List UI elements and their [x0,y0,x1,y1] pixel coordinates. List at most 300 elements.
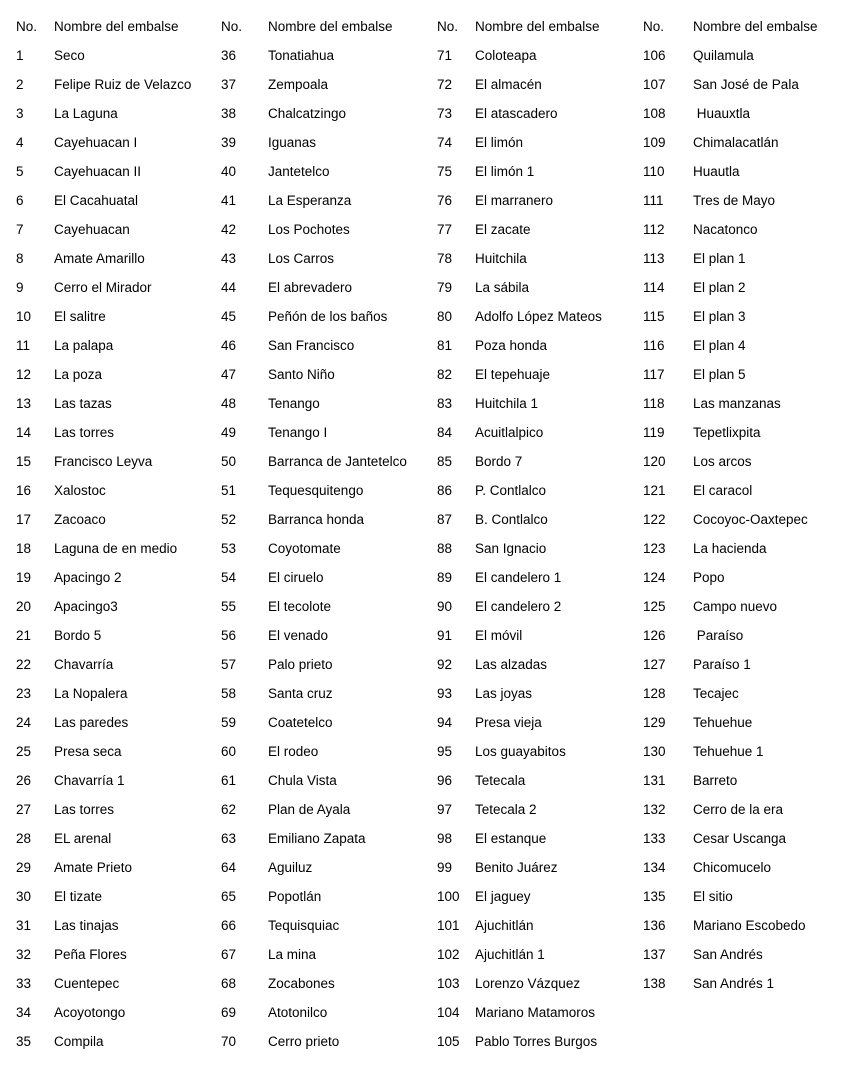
row-number: 38 [221,106,237,121]
reservoir-name: El plan 3 [693,309,746,324]
row-number: 50 [221,454,237,469]
reservoir-name: El estanque [475,831,547,846]
table-row [16,41,216,70]
table-row [221,389,431,418]
reservoir-name: Chavarría 1 [54,773,125,788]
row-number: 80 [437,309,453,324]
row-number: 52 [221,512,237,527]
reservoir-name: El plan 2 [693,280,746,295]
table-row [643,157,853,186]
table-row [643,447,853,476]
row-number: 96 [437,773,453,788]
reservoir-name: Apacingo3 [54,599,118,614]
row-number: 105 [437,1034,460,1049]
row-number: 117 [643,367,665,382]
table-row [221,708,431,737]
table-row [16,853,216,882]
row-number: 42 [221,222,237,237]
table-row [16,592,216,621]
table-row [643,505,853,534]
reservoir-name: Coloteapa [475,48,537,63]
row-number: 64 [221,860,237,875]
table-row [221,650,431,679]
reservoir-name: Paraíso [693,628,744,643]
row-number: 58 [221,686,237,701]
table-row [221,186,431,215]
reservoir-name: B. Contlalco [475,512,548,527]
reservoir-name: Ajuchitlán 1 [475,947,545,962]
row-number: 114 [643,280,665,295]
row-number: 4 [16,135,24,150]
reservoir-name: Los Pochotes [268,222,350,237]
reservoir-name: Cocoyoc-Oaxtepec [693,512,808,527]
reservoir-name: Cayehuacan [54,222,130,237]
row-number: 34 [16,1005,32,1020]
table-row [437,534,637,563]
row-number: 63 [221,831,237,846]
row-number: 47 [221,367,237,382]
table-row [16,302,216,331]
reservoir-name: El plan 4 [693,338,746,353]
row-number: 61 [221,773,237,788]
row-number: 36 [221,48,237,63]
row-number: 18 [16,541,32,556]
reservoir-name: La hacienda [693,541,767,556]
reservoir-name: El abrevadero [268,280,353,295]
row-number: 125 [643,599,666,614]
table-row [437,505,637,534]
reservoir-name: San Andrés [693,947,763,962]
reservoir-name: Adolfo López Mateos [475,309,602,324]
table-row [437,969,637,998]
table-row [16,389,216,418]
row-number: 119 [643,425,665,440]
row-number: 94 [437,715,453,730]
row-number: 41 [221,193,237,208]
table-row [221,128,431,157]
table-row [16,563,216,592]
reservoir-name: Pablo Torres Burgos [475,1034,598,1049]
table-row [16,447,216,476]
reservoir-name: Campo nuevo [693,599,778,614]
reservoir-name: Chula Vista [268,773,337,788]
reservoir-name: Compila [54,1034,104,1049]
reservoir-name: San Andrés 1 [693,976,775,991]
reservoir-name: Tres de Mayo [693,193,776,208]
row-number: 129 [643,715,666,730]
reservoir-name: El candelero 2 [475,599,562,614]
reservoir-name: Bordo 7 [475,454,523,469]
table-row [221,70,431,99]
table-row [643,708,853,737]
reservoir-name: Chalcatzingo [268,106,347,121]
reservoir-name: Tenango [268,396,320,411]
reservoir-name: La Esperanza [268,193,352,208]
reservoir-name: Presa vieja [475,715,542,730]
reservoir-name: Palo prieto [268,657,333,672]
reservoir-name: Mariano Matamoros [475,1005,596,1020]
header-no: No. [221,19,243,34]
reservoir-name: San Francisco [268,338,355,353]
reservoir-name: Las manzanas [693,396,781,411]
reservoir-name: Coatetelco [268,715,333,730]
reservoir-name: Barranca honda [268,512,365,527]
table-row [437,360,637,389]
table-row [643,911,853,940]
table-row [643,650,853,679]
row-number: 92 [437,657,453,672]
reservoir-name: Las tinajas [54,918,119,933]
row-number: 7 [16,222,24,237]
table-row [437,882,637,911]
row-number: 16 [16,483,32,498]
row-number: 56 [221,628,237,643]
reservoir-name: Presa seca [54,744,122,759]
table-row [437,650,637,679]
reservoir-name: Las joyas [475,686,533,701]
reservoir-name: La Laguna [54,106,118,121]
row-number: 75 [437,164,453,179]
reservoir-name: Tetecala 2 [475,802,537,817]
table-row [16,1027,216,1056]
table-row [16,244,216,273]
reservoir-name: La Nopalera [54,686,128,701]
reservoir-name: Tonatiahua [268,48,335,63]
reservoir-name: Peña Flores [54,947,127,962]
reservoir-name: Cayehuacan II [54,164,142,179]
header-name: Nombre del embalse [54,19,179,34]
table-row [437,331,637,360]
reservoir-name: El tecolote [268,599,332,614]
table-row [16,824,216,853]
row-number: 97 [437,802,453,817]
table-row [221,737,431,766]
row-number: 109 [643,135,666,150]
row-number: 115 [643,309,665,324]
reservoir-name: La sábila [475,280,530,295]
table-row [16,186,216,215]
reservoir-name: El marranero [475,193,554,208]
header-name: Nombre del embalse [693,19,818,34]
row-number: 103 [437,976,460,991]
table-row [437,737,637,766]
header-name: Nombre del embalse [268,19,393,34]
reservoir-name: Apacingo 2 [54,570,122,585]
row-number: 3 [16,106,24,121]
row-number: 111 [643,193,664,208]
row-number: 33 [16,976,32,991]
row-number: 68 [221,976,237,991]
row-number: 54 [221,570,237,585]
table-row [643,186,853,215]
table-row [643,99,853,128]
table-row [221,563,431,592]
table-row [221,41,431,70]
row-number: 48 [221,396,237,411]
reservoir-name: Cerro de la era [693,802,784,817]
reservoir-name: Popotlán [268,889,322,904]
reservoir-name: Cerro prieto [268,1034,340,1049]
table-row [437,1027,637,1056]
reservoir-name: Santo Niño [268,367,335,382]
row-number: 24 [16,715,32,730]
row-number: 106 [643,48,666,63]
table-row [16,273,216,302]
reservoir-name: Poza honda [475,338,548,353]
table-row [16,331,216,360]
reservoir-name: Las alzadas [475,657,548,672]
table-row [16,998,216,1027]
row-number: 81 [437,338,453,353]
table-row [437,447,637,476]
table-row [437,998,637,1027]
row-number: 62 [221,802,237,817]
table-column [16,12,216,1056]
table-row [16,650,216,679]
row-number: 131 [643,773,666,788]
reservoir-name: Plan de Ayala [268,802,351,817]
table-row [437,273,637,302]
row-number: 74 [437,135,453,150]
row-number: 22 [16,657,32,672]
table-row [643,534,853,563]
table-row [16,795,216,824]
row-number: 128 [643,686,666,701]
reservoir-name: Tecajec [693,686,739,701]
table-row [221,882,431,911]
row-number: 26 [16,773,32,788]
row-number: 60 [221,744,237,759]
row-number: 57 [221,657,237,672]
table-row [16,70,216,99]
table-row [16,882,216,911]
row-number: 44 [221,280,237,295]
reservoir-name: Xalostoc [54,483,106,498]
reservoir-name: Francisco Leyva [54,454,153,469]
row-number: 122 [643,512,666,527]
table-row [643,592,853,621]
table-row [437,157,637,186]
table-row [437,708,637,737]
column-header [221,12,431,41]
table-row [643,331,853,360]
reservoir-name: Mariano Escobedo [693,918,806,933]
reservoir-name: Zocabones [268,976,335,991]
header-name: Nombre del embalse [475,19,600,34]
row-number: 59 [221,715,237,730]
row-number: 15 [16,454,32,469]
row-number: 89 [437,570,453,585]
reservoir-name: Huauxtla [693,106,751,121]
reservoir-name: Huautla [693,164,740,179]
reservoir-name: Lorenzo Vázquez [475,976,581,991]
row-number: 9 [16,280,24,295]
row-number: 76 [437,193,453,208]
row-number: 77 [437,222,453,237]
reservoir-name: Nacatonco [693,222,758,237]
table-row [16,534,216,563]
reservoir-name: Amate Prieto [54,860,133,875]
reservoir-name: Seco [54,48,85,63]
reservoir-name: Paraíso 1 [693,657,751,672]
table-row [437,99,637,128]
header-no: No. [643,19,665,34]
table-row [643,766,853,795]
row-number: 17 [16,512,32,527]
reservoir-name: La palapa [54,338,114,353]
table-row [437,389,637,418]
row-number: 23 [16,686,32,701]
row-number: 5 [16,164,24,179]
table-row [221,244,431,273]
column-header [643,12,853,41]
row-number: 1 [16,48,24,63]
table-row [16,476,216,505]
row-number: 123 [643,541,666,556]
table-row [643,940,853,969]
table-column [437,12,637,1056]
table-row [16,215,216,244]
row-number: 91 [437,628,453,643]
reservoir-name: P. Contlalco [475,483,547,498]
row-number: 65 [221,889,237,904]
table-row [221,824,431,853]
table-row [221,1027,431,1056]
header-no: No. [16,19,38,34]
table-row [643,302,853,331]
table-row [437,302,637,331]
row-number: 112 [643,222,665,237]
reservoir-name: El zacate [475,222,531,237]
table-row [643,41,853,70]
row-number: 104 [437,1005,460,1020]
reservoir-name: El jaguey [475,889,531,904]
reservoir-name: El plan 1 [693,251,746,266]
row-number: 55 [221,599,237,614]
reservoir-name: Las tazas [54,396,112,411]
table-row [643,563,853,592]
row-number: 19 [16,570,32,585]
table-row [437,592,637,621]
table-row [221,505,431,534]
reservoir-name: Tequesquitengo [268,483,364,498]
reservoir-name: Las torres [54,425,115,440]
row-number: 84 [437,425,453,440]
reservoir-name: Las paredes [54,715,129,730]
row-number: 46 [221,338,237,353]
reservoir-name: Chicomucelo [693,860,772,875]
row-number: 8 [16,251,24,266]
table-row [643,418,853,447]
row-number: 126 [643,628,666,643]
table-row [221,911,431,940]
row-number: 82 [437,367,453,382]
reservoir-name: Huitchila [475,251,527,266]
table-row [221,853,431,882]
row-number: 101 [437,918,460,933]
reservoir-name: Acoyotongo [54,1005,126,1020]
row-number: 67 [221,947,237,962]
table-row [643,824,853,853]
table-row [221,534,431,563]
table-row [643,244,853,273]
reservoir-name: Tequisquiac [268,918,340,933]
column-header [16,12,216,41]
reservoir-name: San José de Pala [693,77,799,92]
row-number: 93 [437,686,453,701]
table-row [221,476,431,505]
reservoir-name: Coyotomate [268,541,341,556]
table-row [437,563,637,592]
table-row [437,186,637,215]
reservoir-name: Acuitlalpico [475,425,544,440]
table-column [643,12,853,998]
row-number: 49 [221,425,237,440]
row-number: 35 [16,1034,32,1049]
reservoir-name: La poza [54,367,103,382]
row-number: 116 [643,338,665,353]
reservoir-name: San Ignacio [475,541,547,556]
row-number: 69 [221,1005,237,1020]
row-number: 25 [16,744,32,759]
table-row [16,940,216,969]
reservoir-name: El venado [268,628,329,643]
row-number: 14 [16,425,32,440]
table-row [16,99,216,128]
table-row [16,679,216,708]
table-row [437,824,637,853]
table-row [437,795,637,824]
table-row [221,679,431,708]
table-row [16,766,216,795]
reservoir-name: Popo [693,570,725,585]
column-header [437,12,637,41]
row-number: 110 [643,164,665,179]
row-number: 6 [16,193,24,208]
table-row [643,679,853,708]
row-number: 130 [643,744,666,759]
reservoir-name: El almacén [475,77,542,92]
row-number: 135 [643,889,666,904]
table-row [16,911,216,940]
reservoir-name: El tepehuaje [475,367,551,382]
table-row [16,708,216,737]
reservoir-name: Tenango I [268,425,328,440]
row-number: 138 [643,976,666,991]
table-row [221,99,431,128]
table-row [643,853,853,882]
row-number: 99 [437,860,453,875]
table-row [437,911,637,940]
reservoir-name: EL arenal [54,831,112,846]
reservoir-name: Los guayabitos [475,744,566,759]
reservoir-name: El limón 1 [475,164,535,179]
row-number: 21 [16,628,32,643]
row-number: 100 [437,889,460,904]
table-row [643,389,853,418]
table-row [437,70,637,99]
reservoir-name: Cesar Uscanga [693,831,787,846]
reservoir-name: Bordo 5 [54,628,102,643]
reservoir-name: Zempoala [268,77,329,92]
reservoir-name: Chimalacatlán [693,135,779,150]
reservoir-name: Jantetelco [268,164,330,179]
row-number: 27 [16,802,32,817]
reservoir-name: Barranca de Jantetelco [268,454,407,469]
row-number: 73 [437,106,453,121]
row-number: 133 [643,831,666,846]
row-number: 90 [437,599,453,614]
